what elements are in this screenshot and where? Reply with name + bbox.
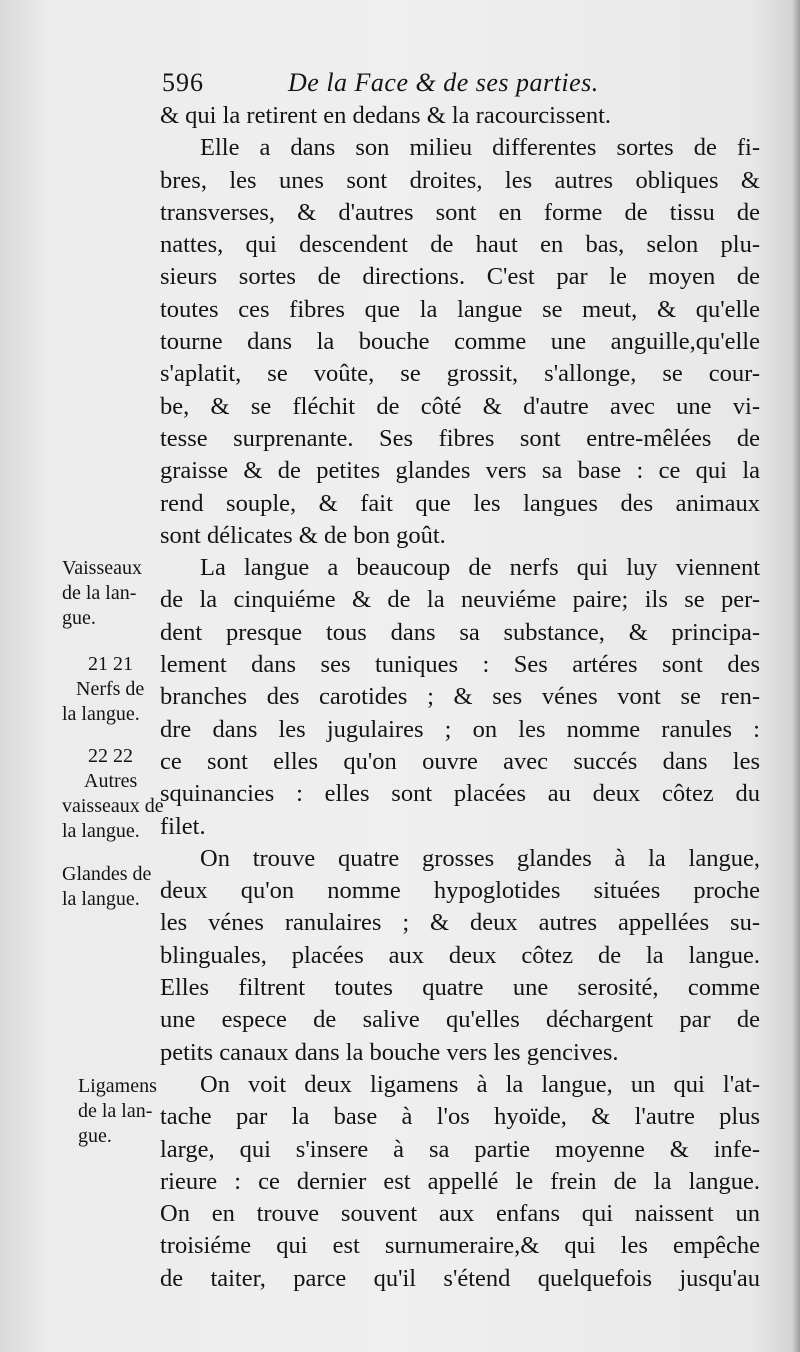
text-line: rieure : ce dernier est appellé le frein de la langue. — [160, 1167, 760, 1195]
margin-note-line: 22 22 — [88, 745, 133, 767]
text-line: On trouve quatre grosses glandes à la langue, — [200, 844, 760, 872]
margin-note-line: la langue. — [62, 888, 140, 910]
text-line: squinancies : elles sont placées au deux côtez du — [160, 780, 760, 808]
text-line: deux qu'on nomme hypoglotides situées proche — [160, 877, 760, 905]
text-line: troisiéme qui est surnumeraire,& qui les empêche — [160, 1232, 760, 1260]
text-line: La langue a beaucoup de nerfs qui luy viennent — [200, 554, 760, 582]
text-line: Elles filtrent toutes quatre une serosité, comme — [160, 974, 760, 1002]
text-line: sont délicates & de bon goût. — [160, 521, 446, 549]
text-line: de taiter, parce qu'il s'étend quelquefois jusqu'au — [160, 1264, 760, 1292]
margin-note-line: Autres — [84, 770, 138, 792]
margin-note-ligamens — [62, 1074, 187, 1149]
page-number: 596 — [162, 68, 204, 97]
margin-note-line: de la lan- — [62, 582, 137, 604]
margin-note-line: Ligamens — [78, 1075, 157, 1097]
text-line: filet. — [160, 812, 206, 840]
text-line: petits canaux dans la bouche vers les gencives. — [160, 1038, 619, 1066]
text-line: blinguales, placées aux deux côtez de la langue. — [160, 941, 760, 969]
margin-note-line: gue. — [62, 607, 96, 629]
text-line: une espece de salive qu'elles déchargent par de — [160, 1006, 760, 1034]
text-line: tache par la base à l'os hyoïde, & l'autre plus — [160, 1103, 760, 1131]
text-line: large, qui s'insere à sa partie moyenne & infe- — [160, 1135, 760, 1163]
text-line: les vénes ranulaires ; & deux autres appellées su- — [160, 909, 760, 937]
text-line: graisse & de petites glandes vers sa base : ce qui la — [160, 457, 760, 485]
text-line: sieurs sortes de directions. C'est par le moyen de — [160, 263, 760, 291]
text-line: dre dans les jugulaires ; on les nomme ranules : — [160, 715, 760, 743]
text-line: bres, les unes sont droites, les autres obliques & — [160, 166, 760, 194]
text-line: ce sont elles qu'on ouvre avec succés dans les — [160, 747, 760, 775]
margin-note-line: 21 21 — [88, 653, 133, 675]
text-line: On en trouve souvent aux enfans qui naissent un — [160, 1200, 760, 1228]
margin-note-nerfs — [62, 652, 187, 727]
text-line: dent presque tous dans sa substance, & principa- — [160, 618, 760, 646]
text-line: lement dans ses tuniques : Ses artéres sont des — [160, 651, 760, 679]
margin-note-autres-vaisseaux — [62, 744, 187, 844]
page-edge-shadow — [792, 0, 800, 1352]
margin-note-line: la langue. — [62, 820, 140, 842]
text-line: de la cinquiéme & de la neuviéme paire; ils se per- — [160, 586, 760, 614]
margin-note-line: Nerfs de — [76, 678, 145, 700]
text-line: On voit deux ligamens à la langue, un qui l'at- — [200, 1070, 760, 1098]
text-line: & qui la retirent en dedans & la racourcissent. — [160, 102, 612, 129]
running-title: De la Face & de ses parties. — [288, 68, 599, 97]
margin-note-line: Vaisseaux — [62, 557, 142, 579]
text-line: be, & se fléchit de côté & d'autre avec une vi- — [160, 392, 760, 420]
text-line: tourne dans la bouche comme une anguille,qu'elle — [160, 328, 760, 356]
margin-note-line: vaisseaux de — [62, 795, 164, 817]
text-line: rend souple, & fait que les langues des animaux — [160, 489, 760, 517]
text-line: branches des carotides ; & ses vénes vont se ren- — [160, 683, 760, 711]
margin-note-line: gue. — [78, 1125, 112, 1147]
text-line: transverses, & d'autres sont en forme de tissu de — [160, 198, 760, 226]
text-line: tesse surprenante. Ses fibres sont entre-mêlées de — [160, 424, 760, 452]
main-text-block — [160, 100, 760, 1295]
margin-note-vaisseaux — [62, 556, 187, 631]
margin-note-line: la langue. — [62, 703, 140, 725]
margin-note-line: Glandes de — [62, 863, 152, 885]
text-line: s'aplatit, se voûte, se grossit, s'allonge, se cour- — [160, 360, 760, 388]
text-line: nattes, qui descendent de haut en bas, selon plu- — [160, 231, 760, 259]
text-line: toutes ces fibres que la langue se meut, & qu'elle — [160, 295, 760, 323]
margin-note-line: de la lan- — [78, 1100, 153, 1122]
margin-note-glandes — [62, 862, 187, 912]
text-line: Elle a dans son milieu differentes sortes de fi- — [200, 134, 760, 162]
